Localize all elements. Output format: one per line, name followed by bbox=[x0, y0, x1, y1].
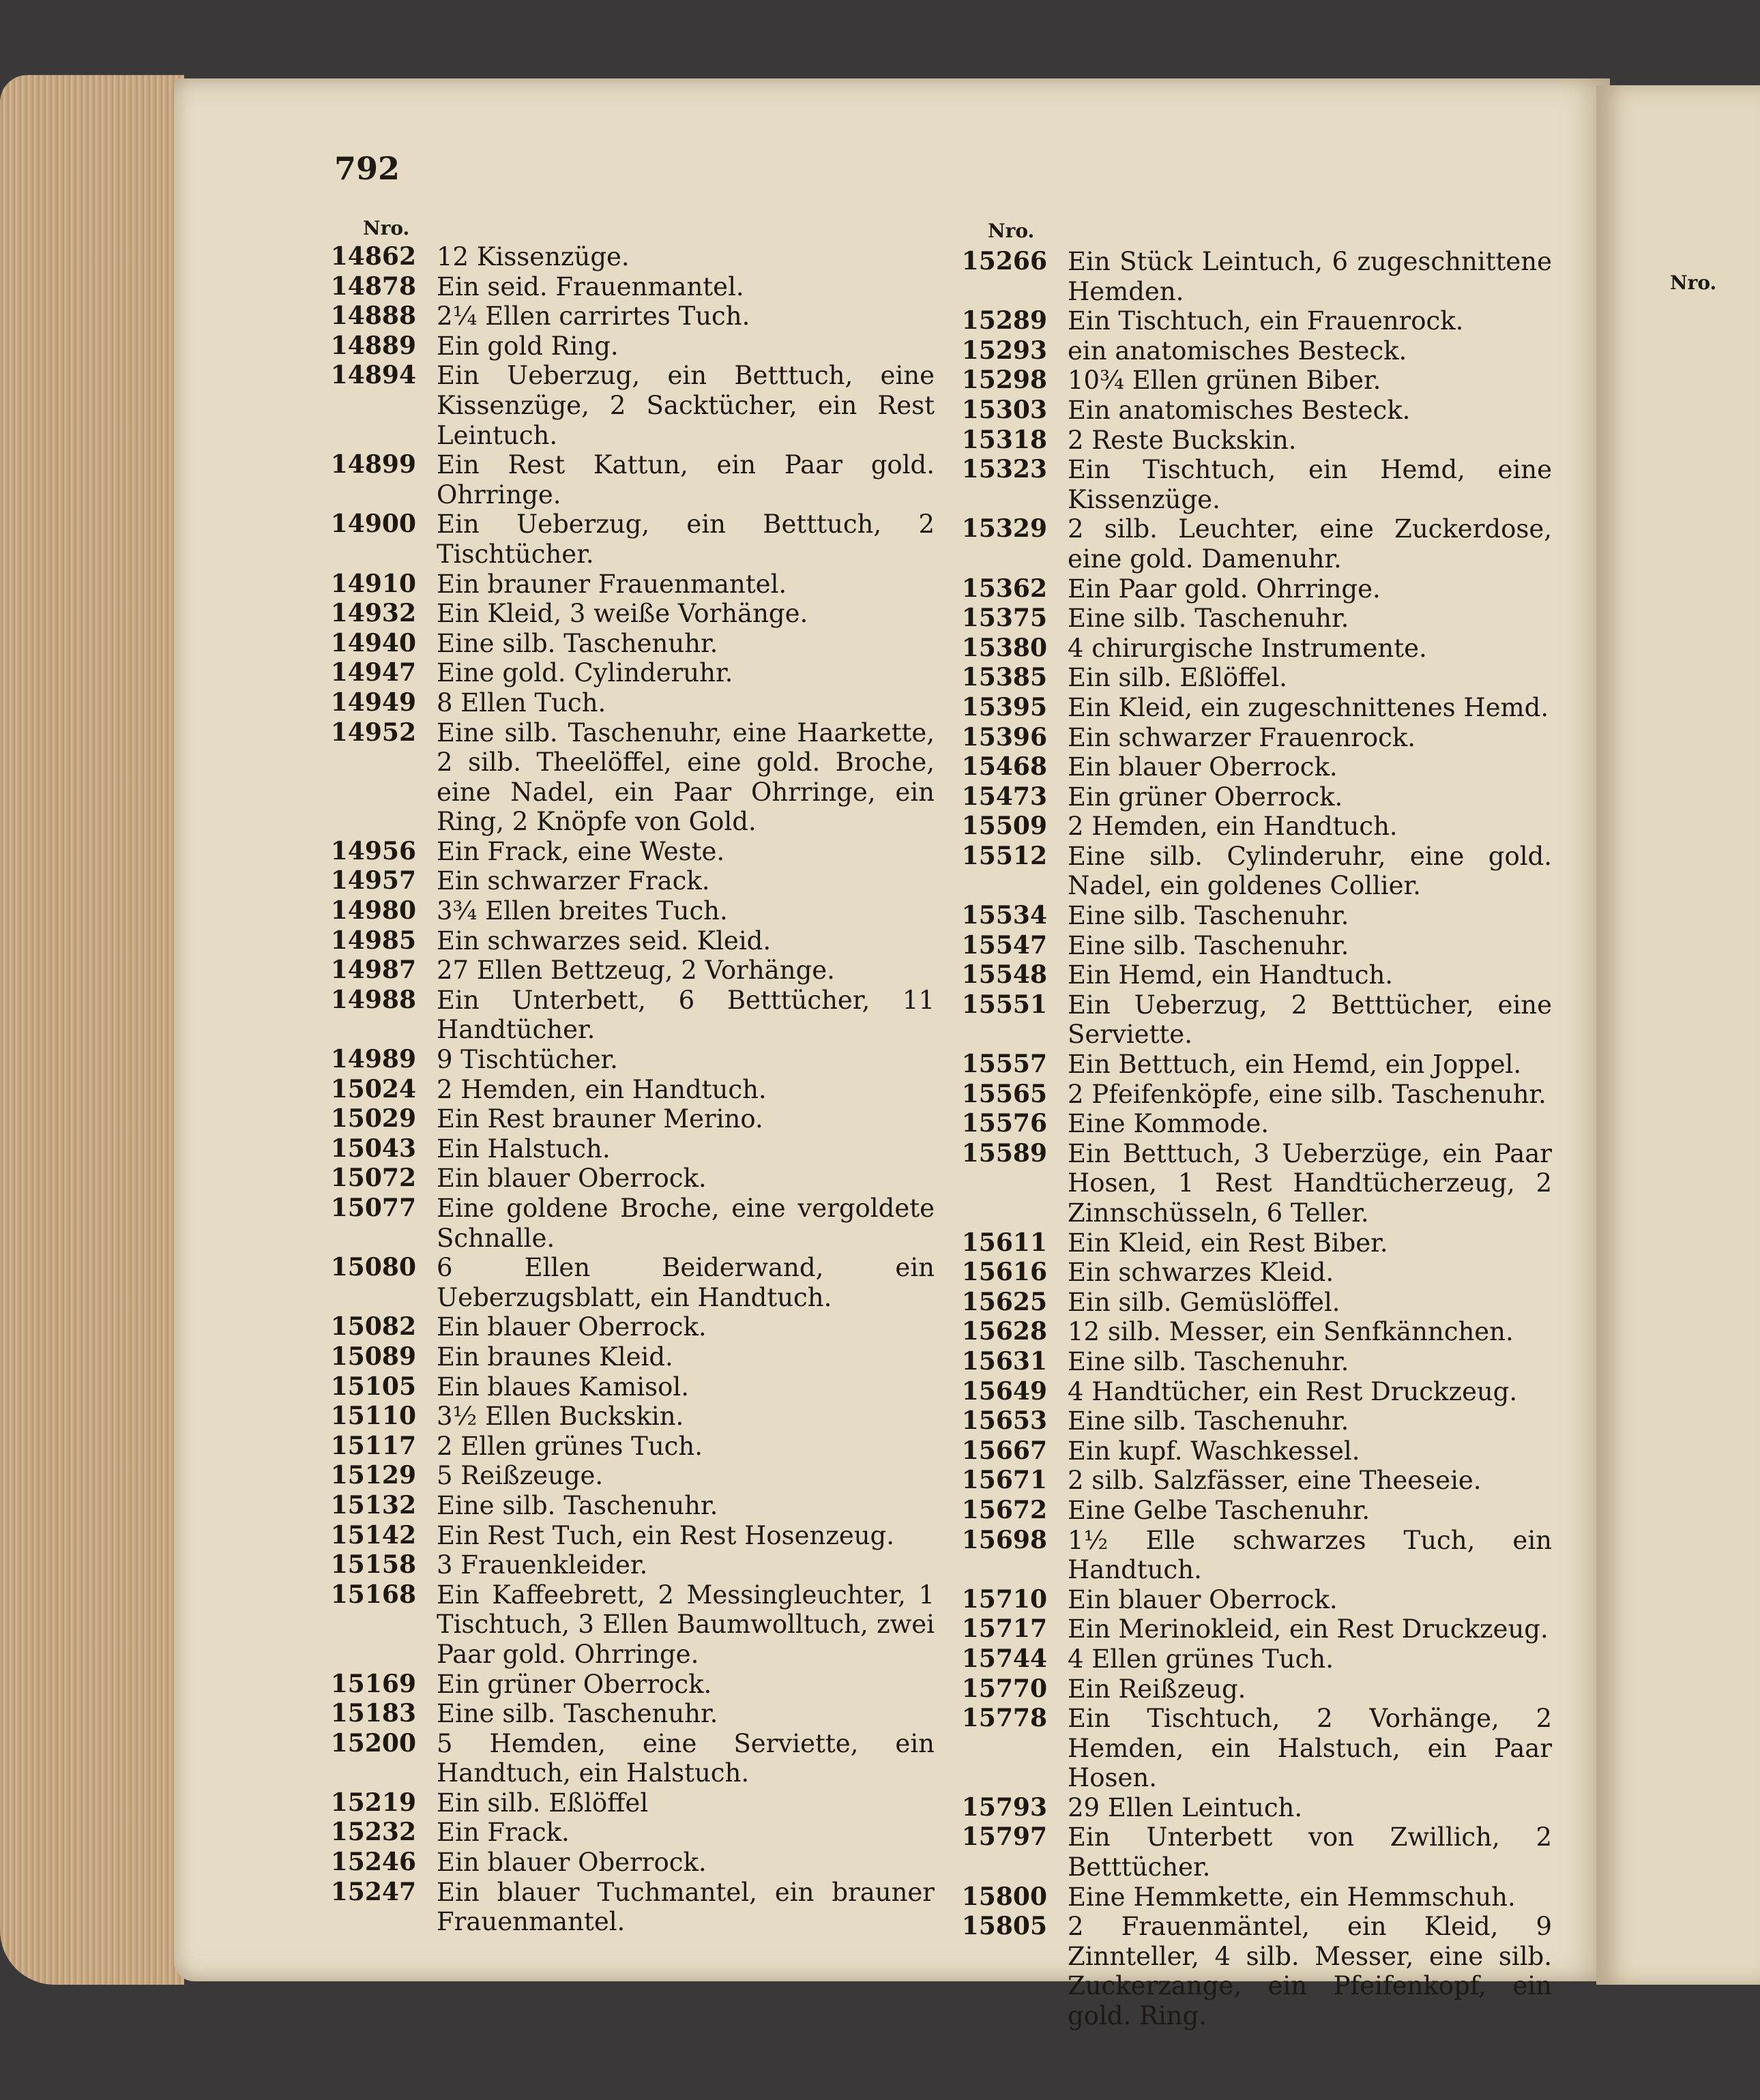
entry-number: 14900 bbox=[330, 509, 416, 539]
entry-number: 15117 bbox=[330, 1431, 416, 1460]
entry-number: 15698 bbox=[961, 1525, 1047, 1554]
entry-number: 15169 bbox=[330, 1669, 416, 1698]
entry-text: 6 Ellen Beiderwand, ein Ueberzugsblatt, ein Handtuch. bbox=[437, 1253, 935, 1312]
entry-number: 15132 bbox=[330, 1490, 416, 1520]
entry-text: 2 Ellen grünes Tuch. bbox=[437, 1431, 703, 1461]
list-item bbox=[314, 1075, 935, 1105]
entry-number: 15512 bbox=[961, 841, 1047, 870]
list-item bbox=[945, 1614, 1552, 1644]
entry-number: 15671 bbox=[961, 1466, 1047, 1495]
entry-text: 3¾ Ellen breites Tuch. bbox=[437, 896, 728, 926]
entry-number: 15105 bbox=[330, 1372, 416, 1401]
list-item bbox=[314, 1788, 935, 1818]
list-item bbox=[945, 574, 1552, 604]
list-item bbox=[945, 931, 1552, 961]
list-item bbox=[314, 570, 935, 600]
entry-number: 15631 bbox=[961, 1346, 1047, 1376]
list-item bbox=[314, 1104, 935, 1134]
entry-number: 15323 bbox=[961, 455, 1047, 484]
entry-text: 2 Hemden, ein Handtuch. bbox=[437, 1074, 767, 1104]
entry-text: Ein Stück Leintuch, 6 zugeschnittene Hemden. bbox=[1068, 247, 1552, 306]
list-item bbox=[314, 629, 935, 659]
entry-text: Ein Tischtuch, ein Frauenrock. bbox=[1068, 306, 1464, 336]
entry-text: Ein Kleid, ein Rest Biber. bbox=[1068, 1228, 1388, 1258]
list-item bbox=[945, 1882, 1552, 1912]
entry-text: 9 Tischtücher. bbox=[437, 1045, 618, 1075]
entry-text: Ein Reißzeug. bbox=[1068, 1674, 1246, 1704]
list-item bbox=[314, 1670, 935, 1700]
entry-number: 15329 bbox=[961, 514, 1047, 544]
list-item bbox=[945, 1436, 1552, 1466]
list-item bbox=[314, 599, 935, 629]
list-item bbox=[314, 1372, 935, 1402]
entry-text: Eine silb. Taschenuhr. bbox=[1068, 901, 1349, 931]
list-item bbox=[945, 1674, 1552, 1704]
list-item bbox=[945, 1228, 1552, 1258]
list-item bbox=[314, 301, 935, 331]
list-item bbox=[945, 693, 1552, 723]
entry-number: 15744 bbox=[961, 1644, 1047, 1673]
list-item bbox=[314, 1045, 935, 1075]
entry-number: 15667 bbox=[961, 1436, 1047, 1465]
entry-text: 4 chirurgische Instrumente. bbox=[1068, 633, 1427, 663]
entry-text: Ein blaues Kamisol. bbox=[437, 1372, 689, 1402]
entry-text: Ein silb. Eßlöffel. bbox=[1068, 663, 1287, 693]
entry-text: Ein Rest brauner Merino. bbox=[437, 1104, 763, 1134]
entry-text: 27 Ellen Bettzeug, 2 Vorhänge. bbox=[437, 956, 835, 986]
list-item bbox=[945, 366, 1552, 396]
entry-number: 15043 bbox=[330, 1134, 416, 1163]
list-item bbox=[945, 1912, 1552, 2030]
list-item bbox=[945, 1704, 1552, 1793]
column-header-middle: Nro. bbox=[988, 220, 1035, 242]
list-item bbox=[314, 866, 935, 896]
list-item bbox=[314, 1818, 935, 1848]
entry-number: 14932 bbox=[330, 599, 416, 628]
entry-text: Ein Tischtuch, 2 Vorhänge, 2 Hemden, ein Halstuch, ein Paar Hosen. bbox=[1068, 1704, 1552, 1793]
list-item bbox=[945, 1526, 1552, 1585]
entry-number: 15653 bbox=[961, 1406, 1047, 1436]
entry-number: 15395 bbox=[961, 692, 1047, 722]
entry-number: 15082 bbox=[330, 1312, 416, 1342]
list-item bbox=[945, 514, 1552, 574]
entry-text: Ein Halstuch. bbox=[437, 1134, 611, 1164]
entry-text: Ein schwarzes Kleid. bbox=[1068, 1258, 1334, 1288]
entry-text: Ein grüner Oberrock. bbox=[1068, 782, 1343, 812]
entry-number: 15649 bbox=[961, 1376, 1047, 1406]
entry-text: Ein Ueberzug, 2 Betttücher, eine Serviette. bbox=[1068, 990, 1552, 1050]
list-item bbox=[314, 1164, 935, 1194]
list-item bbox=[945, 396, 1552, 426]
list-item bbox=[314, 242, 935, 272]
entry-text: Eine silb. Taschenuhr. bbox=[437, 628, 718, 658]
list-item bbox=[314, 1878, 935, 1937]
entry-text: Ein braunes Kleid. bbox=[437, 1342, 673, 1372]
list-item bbox=[945, 1496, 1552, 1526]
entry-text: Ein Kleid, ein zugeschnittenes Hemd. bbox=[1068, 692, 1549, 722]
list-item bbox=[314, 926, 935, 956]
list-item bbox=[945, 1585, 1552, 1615]
list-item bbox=[314, 1312, 935, 1342]
entry-text: Ein Rest Kattun, ein Paar gold. Ohrringe. bbox=[437, 450, 935, 509]
left-column bbox=[314, 242, 935, 1937]
list-item bbox=[314, 837, 935, 867]
list-item bbox=[314, 1432, 935, 1462]
entry-text: Ein schwarzer Frack. bbox=[437, 866, 710, 896]
entry-text: Ein Tischtuch, ein Hemd, eine Kissenzüge. bbox=[1068, 455, 1552, 514]
list-item bbox=[945, 1139, 1552, 1228]
list-item bbox=[945, 1288, 1552, 1318]
entry-number: 15611 bbox=[961, 1228, 1047, 1257]
list-item bbox=[314, 688, 935, 718]
entry-number: 14947 bbox=[330, 658, 416, 687]
list-item bbox=[945, 812, 1552, 842]
list-item bbox=[945, 604, 1552, 634]
entry-text: 2 silb. Leuchter, eine Zuckerdose, eine gold. Damenuhr. bbox=[1068, 514, 1552, 574]
entry-text: Ein brauner Frauenmantel. bbox=[437, 569, 787, 599]
entry-number: 14957 bbox=[330, 866, 416, 896]
entry-number: 15183 bbox=[330, 1699, 416, 1728]
book-page-edges bbox=[0, 75, 184, 1985]
list-item bbox=[314, 896, 935, 926]
list-item bbox=[314, 272, 935, 302]
entry-number: 15232 bbox=[330, 1818, 416, 1847]
entry-text: Ein gold Ring. bbox=[437, 331, 619, 361]
entry-number: 15247 bbox=[330, 1877, 416, 1906]
entry-number: 15029 bbox=[330, 1104, 416, 1134]
entry-text: Ein Hemd, ein Handtuch. bbox=[1068, 960, 1394, 990]
entry-text: Ein schwarzer Frauenrock. bbox=[1068, 722, 1416, 752]
list-item bbox=[314, 1134, 935, 1164]
entry-text: 2 Hemden, ein Handtuch. bbox=[1068, 812, 1398, 842]
list-item bbox=[945, 990, 1552, 1050]
entry-text: Ein anatomisches Besteck. bbox=[1068, 395, 1411, 425]
entry-text: Ein grüner Oberrock. bbox=[437, 1669, 712, 1699]
list-item bbox=[945, 1644, 1552, 1674]
entry-number: 15072 bbox=[330, 1164, 416, 1193]
entry-text: 5 Reißzeuge. bbox=[437, 1461, 604, 1491]
entry-text: Ein Kleid, 3 weiße Vorhänge. bbox=[437, 599, 808, 629]
entry-number: 15293 bbox=[961, 336, 1047, 365]
entry-number: 14949 bbox=[330, 687, 416, 717]
entry-text: Ein silb. Eßlöffel bbox=[437, 1788, 649, 1818]
entry-text: Eine silb. Taschenuhr, eine Haarkette, 2 silb. Theelöffel, eine gold. Broche, eine Nadel, ein Paar Ohrringe, ein Ring, 2 Knöpfe von Gold. bbox=[437, 718, 935, 837]
entry-number: 15778 bbox=[961, 1704, 1047, 1733]
entry-number: 15380 bbox=[961, 633, 1047, 662]
entry-text: Eine silb. Taschenuhr. bbox=[1068, 604, 1349, 634]
entry-text: Ein blauer Tuchmantel, ein brauner Frauenmantel. bbox=[437, 1877, 935, 1937]
entry-text: Ein blauer Oberrock. bbox=[1068, 752, 1338, 782]
entry-text: 8 Ellen Tuch. bbox=[437, 687, 606, 718]
list-item bbox=[945, 901, 1552, 931]
entry-text: 2 Reste Buckskin. bbox=[1068, 425, 1297, 455]
entry-text: Eine Kommode. bbox=[1068, 1109, 1270, 1139]
entry-text: 3 Frauenkleider. bbox=[437, 1550, 648, 1580]
list-item bbox=[314, 956, 935, 986]
entry-number: 15318 bbox=[961, 425, 1047, 454]
entry-number: 14985 bbox=[330, 926, 416, 955]
list-item bbox=[314, 1729, 935, 1788]
entry-number: 15509 bbox=[961, 812, 1047, 841]
list-item bbox=[945, 1109, 1552, 1139]
entry-number: 14940 bbox=[330, 628, 416, 657]
entry-number: 15080 bbox=[330, 1253, 416, 1282]
entry-number: 15385 bbox=[961, 663, 1047, 692]
entry-number: 15672 bbox=[961, 1495, 1047, 1524]
entry-number: 15800 bbox=[961, 1882, 1047, 1911]
entry-text: Ein blauer Oberrock. bbox=[1068, 1584, 1338, 1614]
entry-text: Eine silb. Taschenuhr. bbox=[437, 1699, 718, 1729]
entry-number: 15468 bbox=[961, 752, 1047, 782]
list-item bbox=[945, 842, 1552, 901]
entry-text: Eine Hemmkette, ein Hemmschuh. bbox=[1068, 1882, 1516, 1912]
entry-number: 15129 bbox=[330, 1461, 416, 1490]
list-item bbox=[314, 509, 935, 569]
entry-text: 29 Ellen Leintuch. bbox=[1068, 1792, 1303, 1822]
entry-text: 3½ Ellen Buckskin. bbox=[437, 1402, 684, 1432]
entry-text: Eine silb. Taschenuhr. bbox=[1068, 1346, 1349, 1376]
entry-number: 15024 bbox=[330, 1074, 416, 1104]
list-item bbox=[945, 1822, 1552, 1882]
list-item bbox=[945, 1258, 1552, 1288]
entry-text: Eine silb. Taschenuhr. bbox=[437, 1490, 718, 1520]
list-item bbox=[314, 1342, 935, 1372]
entry-number: 14910 bbox=[330, 569, 416, 598]
entry-number: 15805 bbox=[961, 1912, 1047, 1941]
list-item bbox=[314, 658, 935, 688]
entry-text: Ein Unterbett von Zwillich, 2 Betttücher. bbox=[1068, 1822, 1552, 1882]
list-item bbox=[314, 1550, 935, 1580]
entry-number: 15547 bbox=[961, 930, 1047, 960]
entry-text: Ein Unterbett, 6 Betttücher, 11 Handtücher. bbox=[437, 985, 935, 1045]
entry-number: 14956 bbox=[330, 836, 416, 866]
entry-text: Ein schwarzes seid. Kleid. bbox=[437, 926, 772, 956]
list-item bbox=[314, 1491, 935, 1521]
entry-text: Eine silb. Taschenuhr. bbox=[1068, 930, 1349, 960]
entry-text: Ein kupf. Waschkessel. bbox=[1068, 1436, 1360, 1466]
list-item bbox=[945, 960, 1552, 990]
entry-number: 14988 bbox=[330, 985, 416, 1014]
entry-number: 15089 bbox=[330, 1342, 416, 1371]
entry-number: 15200 bbox=[330, 1728, 416, 1758]
entry-number: 15158 bbox=[330, 1550, 416, 1580]
entry-number: 15717 bbox=[961, 1614, 1047, 1644]
entry-number: 15142 bbox=[330, 1520, 416, 1550]
entry-number: 15266 bbox=[961, 247, 1047, 276]
entry-number: 15565 bbox=[961, 1079, 1047, 1108]
entry-text: 4 Ellen grünes Tuch. bbox=[1068, 1644, 1334, 1674]
entry-text: Eine gold. Cylinderuhr. bbox=[437, 658, 733, 688]
entry-number: 15219 bbox=[330, 1788, 416, 1817]
entry-number: 15625 bbox=[961, 1287, 1047, 1316]
page-number: 792 bbox=[334, 150, 400, 187]
list-item bbox=[945, 247, 1552, 306]
entry-number: 15710 bbox=[961, 1584, 1047, 1614]
list-item bbox=[314, 1521, 935, 1551]
entry-number: 15557 bbox=[961, 1050, 1047, 1079]
entry-number: 15473 bbox=[961, 782, 1047, 811]
list-item bbox=[945, 455, 1552, 514]
entry-text: Eine silb. Taschenuhr. bbox=[1068, 1406, 1349, 1436]
entry-number: 15396 bbox=[961, 722, 1047, 752]
entry-number: 15534 bbox=[961, 901, 1047, 930]
list-item bbox=[945, 1317, 1552, 1347]
entry-text: Ein blauer Oberrock. bbox=[437, 1848, 707, 1878]
entry-number: 15375 bbox=[961, 604, 1047, 633]
entry-number: 15576 bbox=[961, 1109, 1047, 1138]
entry-number: 15793 bbox=[961, 1792, 1047, 1822]
entry-number: 14989 bbox=[330, 1045, 416, 1074]
entry-text: Ein seid. Frauenmantel. bbox=[437, 271, 744, 301]
entry-number: 15246 bbox=[330, 1848, 416, 1877]
entry-number: 15289 bbox=[961, 306, 1047, 336]
entry-number: 15797 bbox=[961, 1822, 1047, 1852]
entry-number: 15628 bbox=[961, 1317, 1047, 1346]
entry-text: 4 Handtücher, ein Rest Druckzeug. bbox=[1068, 1376, 1518, 1406]
list-item bbox=[945, 723, 1552, 753]
list-item bbox=[314, 718, 935, 837]
entry-number: 14878 bbox=[330, 271, 416, 301]
entry-number: 14899 bbox=[330, 450, 416, 479]
list-item bbox=[945, 782, 1552, 812]
list-item bbox=[945, 1406, 1552, 1436]
entry-text: Ein Ueberzug, ein Betttuch, eine Kissenzüge, 2 Sacktücher, ein Rest Leintuch. bbox=[437, 361, 935, 450]
entry-number: 14980 bbox=[330, 896, 416, 926]
entry-text: Ein Paar gold. Ohrringe. bbox=[1068, 574, 1381, 604]
entry-text: 12 Kissenzüge. bbox=[437, 242, 630, 271]
list-item bbox=[945, 1080, 1552, 1110]
entry-number: 15616 bbox=[961, 1258, 1047, 1287]
entry-text: Ein Frack. bbox=[437, 1818, 570, 1848]
entry-number: 15077 bbox=[330, 1194, 416, 1222]
entry-number: 14862 bbox=[330, 242, 416, 271]
entry-text: 1½ Elle schwarzes Tuch, ein Handtuch. bbox=[1068, 1525, 1552, 1585]
column-header-left: Nro. bbox=[363, 217, 410, 239]
list-item bbox=[314, 1848, 935, 1878]
entry-text: 2 Pfeifenköpfe, eine silb. Taschenuhr. bbox=[1068, 1079, 1546, 1109]
list-item bbox=[314, 1253, 935, 1312]
entry-text: 10¾ Ellen grünen Biber. bbox=[1068, 366, 1381, 396]
entry-text: Ein Betttuch, ein Hemd, ein Joppel. bbox=[1068, 1050, 1522, 1080]
list-item bbox=[945, 1347, 1552, 1377]
entry-number: 15303 bbox=[961, 395, 1047, 424]
entry-number: 15298 bbox=[961, 366, 1047, 395]
entry-text: Ein blauer Oberrock. bbox=[437, 1312, 707, 1342]
entry-number: 14888 bbox=[330, 301, 416, 331]
list-item bbox=[945, 1377, 1552, 1407]
entry-text: Eine silb. Cylinderuhr, eine gold. Nadel, ein goldenes Collier. bbox=[1068, 841, 1552, 901]
list-item bbox=[314, 361, 935, 450]
entry-number: 14987 bbox=[330, 956, 416, 985]
entry-text: 2¼ Ellen carrirtes Tuch. bbox=[437, 301, 750, 331]
entry-text: ein anatomisches Besteck. bbox=[1068, 336, 1407, 366]
list-item bbox=[314, 450, 935, 509]
entry-text: Ein Merinokleid, ein Rest Druckzeug. bbox=[1068, 1614, 1549, 1644]
list-item bbox=[314, 1580, 935, 1670]
list-item bbox=[945, 1793, 1552, 1823]
entry-number: 15168 bbox=[330, 1580, 416, 1609]
entry-text: Ein Frack, eine Weste. bbox=[437, 836, 725, 866]
entry-text: Eine Gelbe Taschenuhr. bbox=[1068, 1495, 1370, 1525]
entry-text: Ein blauer Oberrock. bbox=[437, 1164, 707, 1194]
list-item bbox=[314, 331, 935, 361]
entry-text: 5 Hemden, eine Serviette, ein Handtuch, ein Halstuch. bbox=[437, 1728, 935, 1788]
entry-text: Ein silb. Gemüslöffel. bbox=[1068, 1287, 1340, 1317]
list-item bbox=[945, 1466, 1552, 1496]
right-page bbox=[1596, 85, 1760, 1985]
entry-text: Ein Ueberzug, ein Betttuch, 2 Tischtücher. bbox=[437, 509, 935, 569]
list-item bbox=[945, 306, 1552, 336]
entry-number: 15589 bbox=[961, 1138, 1047, 1168]
list-item bbox=[945, 634, 1552, 664]
entry-text: Ein Betttuch, 3 Ueberzüge, ein Paar Hosen, 1 Rest Handtücherzeug, 2 Zinnschüsseln, 6 Teller. bbox=[1068, 1138, 1552, 1228]
entry-text: 12 silb. Messer, ein Senfkännchen. bbox=[1068, 1317, 1514, 1347]
entry-text: 2 Frauenmäntel, ein Kleid, 9 Zinnteller, 4 silb. Messer, eine silb. Zuckerzange, ein Pfeifenkopf, ein gold. Ring. bbox=[1068, 1912, 1552, 2031]
entry-number: 14952 bbox=[330, 718, 416, 747]
middle-column bbox=[945, 247, 1552, 2031]
list-item bbox=[945, 336, 1552, 366]
list-item bbox=[314, 1699, 935, 1729]
entry-text: 2 silb. Salzfässer, eine Theeseie. bbox=[1068, 1466, 1482, 1496]
entry-text: Ein Kaffeebrett, 2 Messingleuchter, 1 Tischtuch, 3 Ellen Baumwolltuch, zwei Paar gold. Ohrringe. bbox=[437, 1580, 935, 1669]
entry-text: Eine goldene Broche, eine vergoldete Schnalle. bbox=[437, 1194, 935, 1253]
entry-number: 15110 bbox=[330, 1402, 416, 1431]
entry-number: 15770 bbox=[961, 1674, 1047, 1703]
entry-number: 15362 bbox=[961, 574, 1047, 603]
list-item bbox=[945, 752, 1552, 782]
list-item bbox=[945, 663, 1552, 693]
list-item bbox=[314, 986, 935, 1045]
list-item bbox=[945, 1050, 1552, 1080]
entry-number: 15551 bbox=[961, 990, 1047, 1019]
list-item bbox=[314, 1461, 935, 1491]
entry-number: 14894 bbox=[330, 361, 416, 390]
list-item bbox=[314, 1194, 935, 1253]
list-item bbox=[945, 426, 1552, 456]
column-header-right: Nro. bbox=[1670, 271, 1717, 294]
entry-text: Ein Rest Tuch, ein Rest Hosenzeug. bbox=[437, 1520, 895, 1550]
entry-number: 14889 bbox=[330, 331, 416, 360]
entry-number: 15548 bbox=[961, 960, 1047, 990]
list-item bbox=[314, 1402, 935, 1432]
